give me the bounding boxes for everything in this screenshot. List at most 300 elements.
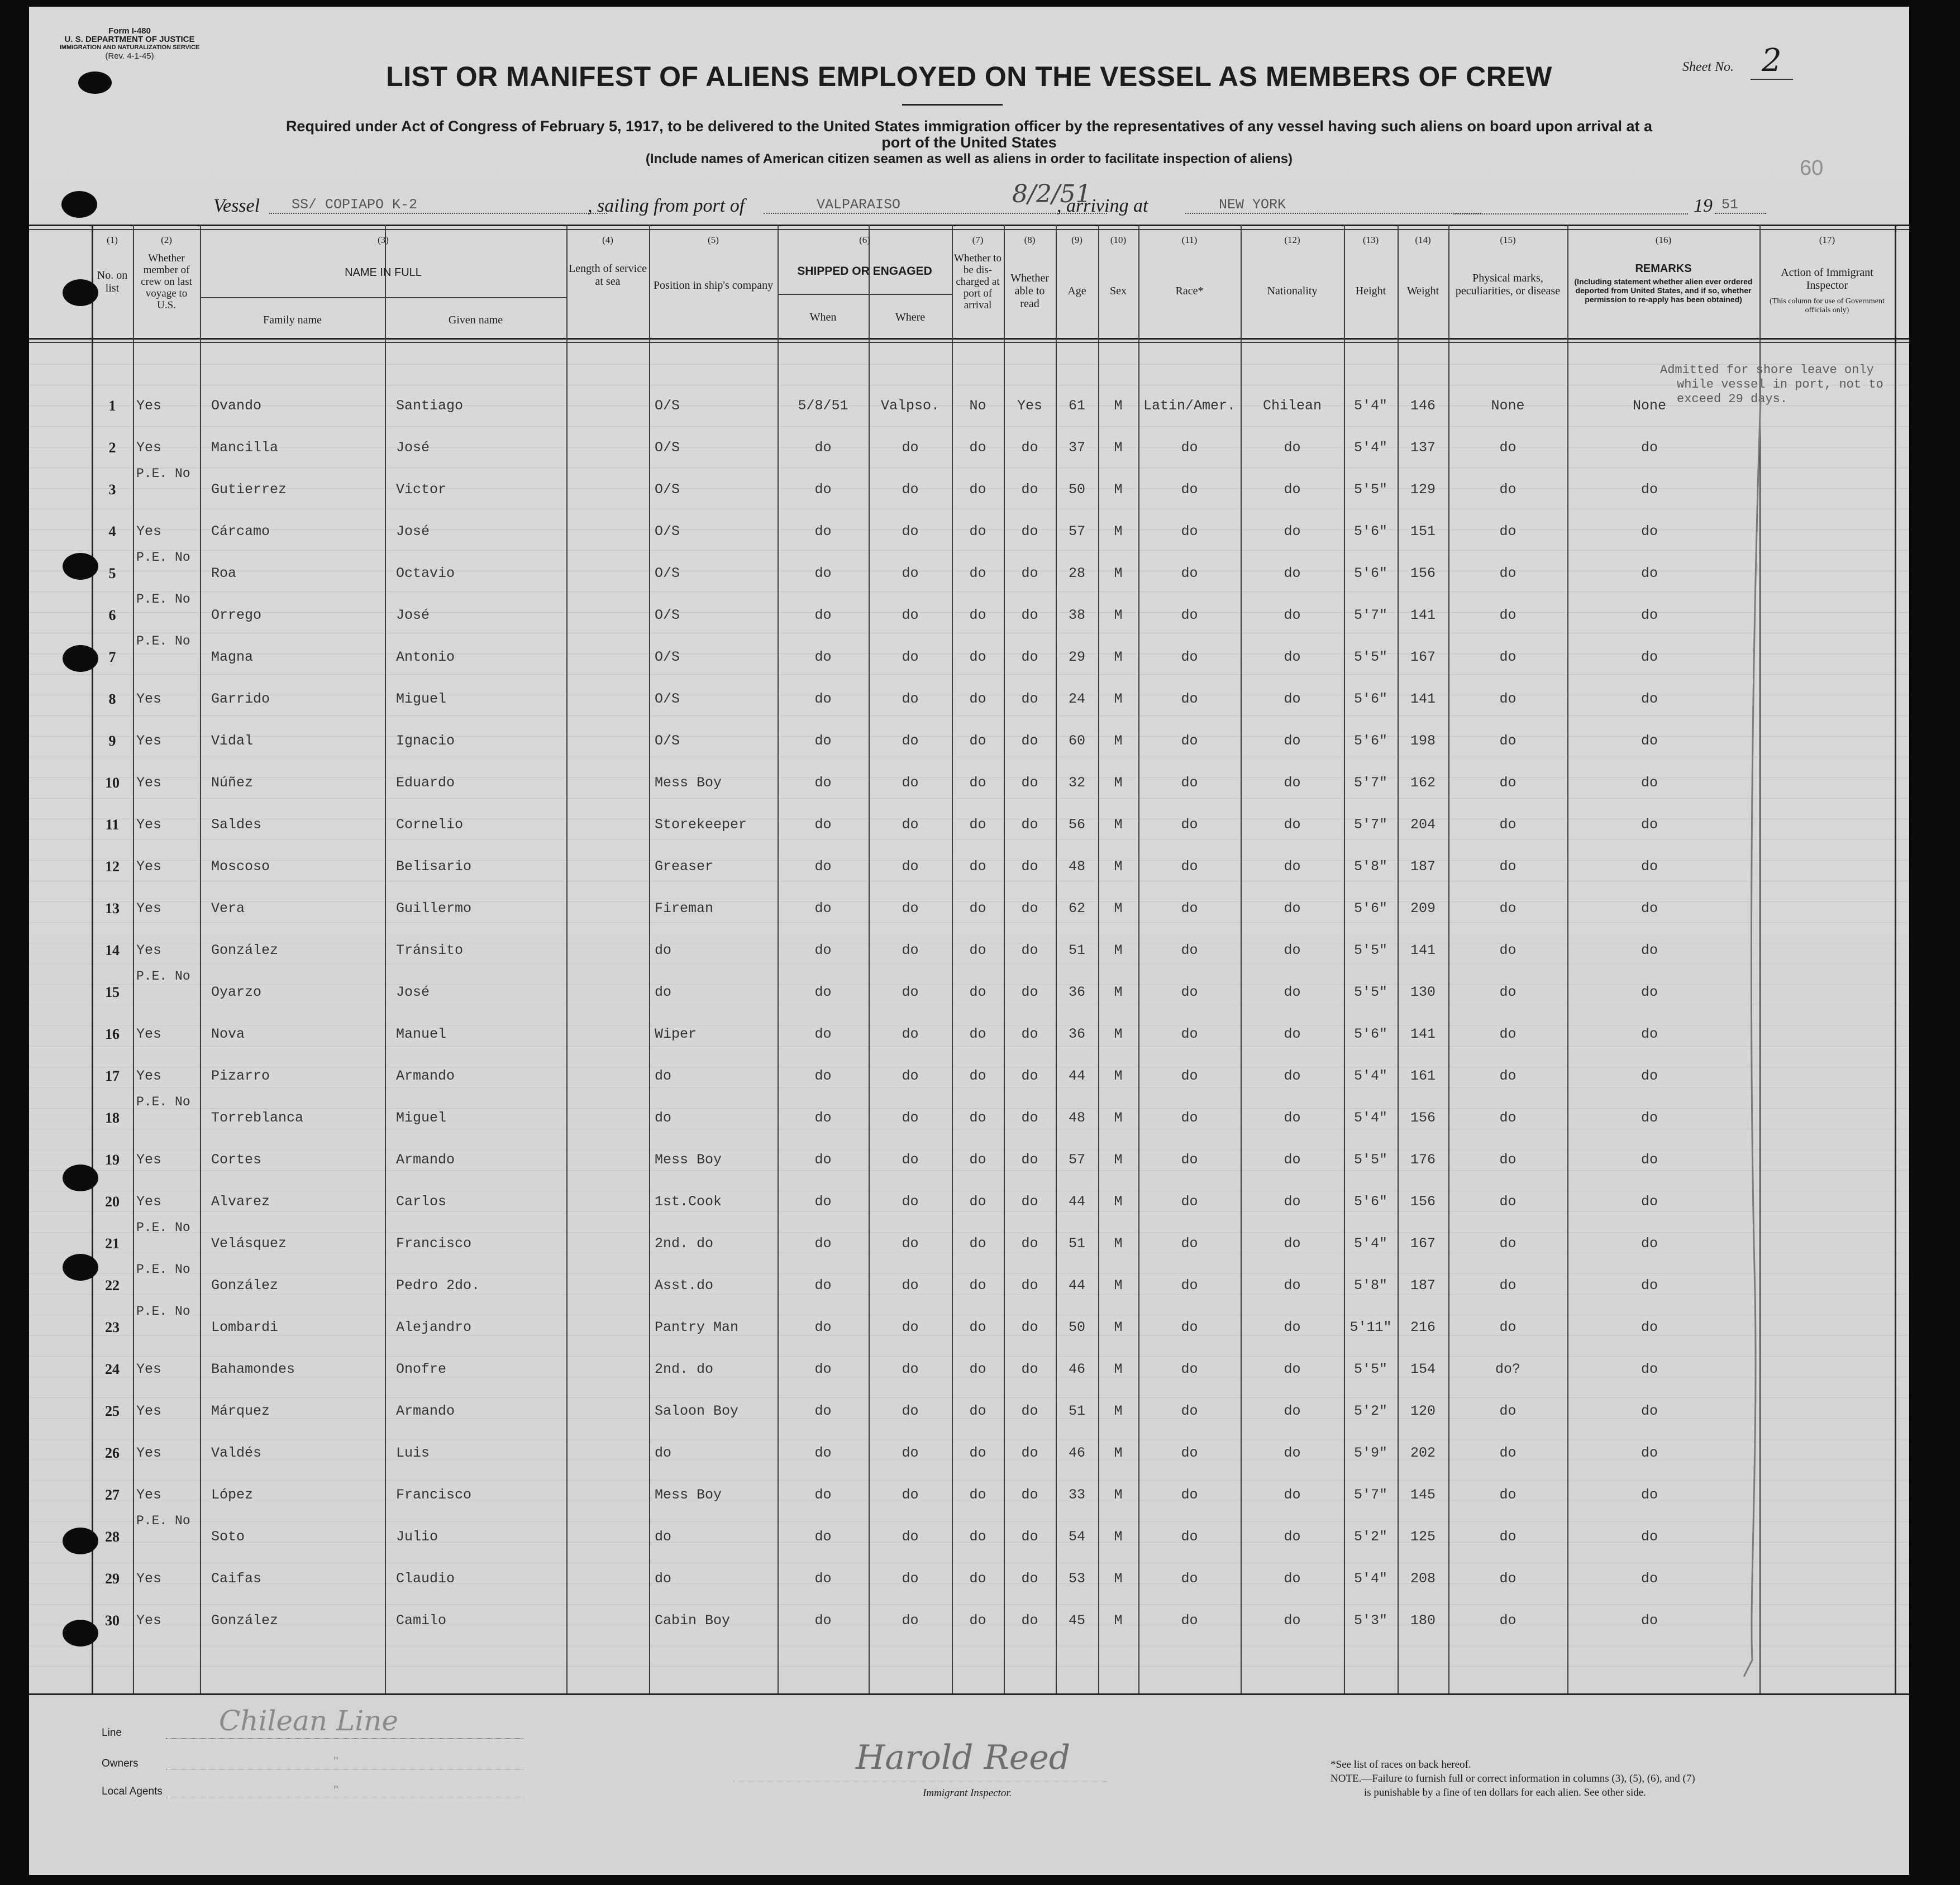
discharged: do: [969, 691, 986, 707]
manifest-sheet: [29, 7, 1909, 1875]
nationality: do: [1284, 607, 1301, 623]
given-name: Julio: [396, 1529, 438, 1545]
prev-voyage: P.E. No: [136, 1095, 190, 1109]
family-name: Vidal: [211, 733, 254, 749]
shipped-when: do: [814, 1110, 832, 1126]
column-number: (10): [1110, 235, 1127, 245]
shipped-where: do: [902, 649, 919, 665]
column-header: Sex: [1110, 285, 1127, 297]
weight: 146: [1410, 398, 1436, 414]
weight: 167: [1410, 1235, 1436, 1252]
ruled-line: [29, 715, 1909, 716]
position: do: [655, 1571, 672, 1587]
column-rule: [649, 225, 650, 1693]
sex: M: [1114, 1529, 1123, 1545]
line-label: Line: [102, 1727, 122, 1739]
margin-number: 60: [1800, 156, 1824, 180]
sheet-label: Sheet No.: [1682, 60, 1734, 74]
age: 45: [1068, 1612, 1085, 1629]
weight: 156: [1410, 565, 1436, 581]
physical-marks: do: [1499, 1277, 1517, 1294]
able-to-read: do: [1021, 900, 1038, 917]
physical-marks: do: [1499, 858, 1517, 875]
age: 46: [1068, 1445, 1085, 1461]
physical-marks: do: [1499, 1403, 1517, 1419]
weight: 167: [1410, 649, 1436, 665]
nationality: do: [1284, 1361, 1301, 1377]
position: Wiper: [655, 1026, 697, 1042]
given-name: Camilo: [396, 1612, 447, 1629]
column-number: (16): [1655, 235, 1672, 245]
physical-marks: do: [1499, 1194, 1517, 1210]
form-id-block: [46, 27, 213, 60]
sex: M: [1114, 440, 1123, 456]
height: 5'2": [1353, 1529, 1387, 1545]
arriving-port: NEW YORK: [1185, 197, 1481, 214]
given-name: Armando: [396, 1068, 455, 1084]
subtitle-line-1: Required under Act of Congress of February 5, 1917, to be delivered to the United States immigration officer by the representatives of any vessel having such aliens on board upon arrival at a: [285, 118, 1653, 135]
remarks: do: [1641, 607, 1658, 623]
given-name: Armando: [396, 1403, 455, 1419]
discharged: do: [969, 1277, 986, 1294]
form-number: Form I-480: [108, 26, 151, 36]
height: 5'8": [1353, 1277, 1387, 1294]
shipped-when: do: [814, 942, 832, 958]
punch-hole: [78, 71, 112, 94]
ruled-line: [29, 1273, 1909, 1274]
row-number: 24: [105, 1361, 120, 1377]
row-number: 8: [108, 691, 116, 707]
row-number: 21: [105, 1235, 120, 1252]
shipped-when: do: [814, 1319, 832, 1335]
sex: M: [1114, 1487, 1123, 1503]
prev-voyage: Yes: [136, 733, 162, 749]
prev-voyage: Yes: [136, 1026, 162, 1042]
sex: M: [1114, 1068, 1123, 1084]
column-rule: [566, 225, 568, 1693]
height: 5'6": [1353, 565, 1387, 581]
column-rule: [133, 225, 134, 1693]
able-to-read: do: [1021, 1026, 1038, 1042]
nationality: do: [1284, 1194, 1301, 1210]
family-name: Gutierrez: [211, 481, 287, 498]
age: 32: [1068, 775, 1085, 791]
shipped-where: do: [902, 1319, 919, 1335]
nationality: do: [1284, 733, 1301, 749]
physical-marks: do: [1499, 649, 1517, 665]
family-name: Bahamondes: [211, 1361, 295, 1377]
remarks: do: [1641, 691, 1658, 707]
prev-voyage: Yes: [136, 1361, 162, 1377]
physical-marks: do: [1499, 900, 1517, 917]
discharged: do: [969, 1068, 986, 1084]
age: 51: [1068, 942, 1085, 958]
year-value: 51: [1715, 197, 1766, 214]
form-service: IMMIGRATION AND NATURALIZATION SERVICE: [59, 44, 200, 51]
given-name: Onofre: [396, 1361, 447, 1377]
sex: M: [1114, 1319, 1123, 1335]
position: do: [655, 984, 672, 1000]
column-header: Where: [895, 311, 926, 323]
column-number: (9): [1071, 235, 1082, 245]
position: Fireman: [655, 900, 714, 917]
prev-voyage: Yes: [136, 1194, 162, 1210]
discharged: do: [969, 1612, 986, 1629]
prev-voyage: Yes: [136, 691, 162, 707]
physical-marks: do: [1499, 1319, 1517, 1335]
weight: 209: [1410, 900, 1436, 917]
remarks: do: [1641, 942, 1658, 958]
shipped-where: do: [902, 523, 919, 540]
handwritten-date: 8/2/51: [1012, 180, 1091, 208]
column-header: Action of Immigrant Inspector: [1781, 266, 1873, 292]
punch-hole: [63, 1165, 98, 1191]
race: do: [1181, 523, 1198, 540]
ruled-line: [29, 550, 1909, 551]
sex: M: [1114, 1403, 1123, 1419]
race: do: [1181, 1571, 1198, 1587]
shipped-when: do: [814, 984, 832, 1000]
family-name: Saldes: [211, 817, 262, 833]
sex: M: [1114, 523, 1123, 540]
position: O/S: [655, 649, 680, 665]
sex: M: [1114, 733, 1123, 749]
ruled-line: [29, 674, 1909, 675]
ruled-line: [29, 839, 1909, 840]
physical-marks: do?: [1495, 1361, 1520, 1377]
able-to-read: do: [1021, 1403, 1038, 1419]
row-number: 13: [105, 900, 120, 917]
column-header: Whether able to read: [1010, 272, 1049, 310]
race: do: [1181, 775, 1198, 791]
ruled-line: [29, 1604, 1909, 1605]
able-to-read: do: [1021, 1194, 1038, 1210]
remarks: do: [1641, 733, 1658, 749]
ruled-line: [29, 1046, 1909, 1047]
discharged: do: [969, 1319, 986, 1335]
prev-voyage: P.E. No: [136, 592, 190, 607]
given-name: Miguel: [396, 691, 447, 707]
age: 48: [1068, 858, 1085, 875]
race: do: [1181, 817, 1198, 833]
row-number: 17: [105, 1068, 120, 1084]
remarks: do: [1641, 1612, 1658, 1629]
remarks: do: [1641, 775, 1658, 791]
physical-marks: do: [1499, 984, 1517, 1000]
family-name: Magna: [211, 649, 254, 665]
height: 5'6": [1353, 691, 1387, 707]
column-number: (4): [602, 235, 613, 245]
title-underline: [902, 104, 1003, 106]
prev-voyage: Yes: [136, 942, 162, 958]
position: O/S: [655, 481, 680, 498]
prev-voyage: P.E. No: [136, 466, 190, 481]
height: 5'4": [1353, 440, 1387, 456]
column-header: Weight: [1406, 285, 1439, 297]
remarks: do: [1641, 984, 1658, 1000]
able-to-read: do: [1021, 1068, 1038, 1084]
physical-marks: None: [1491, 398, 1525, 414]
nationality: do: [1284, 942, 1301, 958]
header-bottom-rule-2: [29, 342, 1909, 343]
remarks: do: [1641, 481, 1658, 498]
physical-marks: do: [1499, 942, 1517, 958]
age: 28: [1068, 565, 1085, 581]
name-subheader-rule: [200, 297, 566, 298]
ruled-line: [29, 1397, 1909, 1398]
given-name: Eduardo: [396, 775, 455, 791]
sex: M: [1114, 1152, 1123, 1168]
race: do: [1181, 1194, 1198, 1210]
remarks: do: [1641, 1194, 1658, 1210]
row-number: 15: [105, 984, 120, 1000]
column-header: Length of service at sea: [569, 263, 647, 288]
able-to-read: do: [1021, 1152, 1038, 1168]
sheet-number: 2: [1751, 42, 1793, 80]
arrival-date-field: [1453, 197, 1688, 214]
nationality: do: [1284, 440, 1301, 456]
ruled-line: [29, 1170, 1909, 1171]
height: 5'7": [1353, 817, 1387, 833]
discharged: do: [969, 440, 986, 456]
shipped-when: do: [814, 775, 832, 791]
physical-marks: do: [1499, 1110, 1517, 1126]
given-name: Luis: [396, 1445, 430, 1461]
given-name: Armando: [396, 1152, 455, 1168]
physical-marks: do: [1499, 817, 1517, 833]
able-to-read: do: [1021, 565, 1038, 581]
physical-marks: do: [1499, 1529, 1517, 1545]
table-top-rule: [29, 225, 1909, 226]
prev-voyage: Yes: [136, 1487, 162, 1503]
race: do: [1181, 1152, 1198, 1168]
prev-voyage: Yes: [136, 1403, 162, 1419]
shipped-when: 5/8/51: [798, 398, 848, 414]
column-header: (Including statement whether alien ever ordered deported from United States, and if so, whether permission to re-apply has been obtained): [1574, 277, 1753, 304]
able-to-read: do: [1021, 984, 1038, 1000]
family-name: González: [211, 942, 279, 958]
nationality: do: [1284, 900, 1301, 917]
weight: 176: [1410, 1152, 1436, 1168]
shipped-where: do: [902, 691, 919, 707]
shipped-when: do: [814, 1487, 832, 1503]
sex: M: [1114, 607, 1123, 623]
physical-marks: do: [1499, 1068, 1517, 1084]
weight: 187: [1410, 858, 1436, 875]
nationality: do: [1284, 565, 1301, 581]
position: O/S: [655, 523, 680, 540]
column-rule: [200, 225, 201, 1693]
given-name: Pedro 2do.: [396, 1277, 480, 1294]
able-to-read: do: [1021, 523, 1038, 540]
nationality: do: [1284, 1319, 1301, 1335]
shipped-when: do: [814, 817, 832, 833]
sex: M: [1114, 984, 1123, 1000]
height: 5'7": [1353, 1487, 1387, 1503]
nationality: do: [1284, 523, 1301, 540]
weight: 141: [1410, 1026, 1436, 1042]
family-name: Mancilla: [211, 440, 279, 456]
column-header: Given name: [448, 314, 503, 326]
ruled-line: [29, 1149, 1909, 1150]
able-to-read: do: [1021, 440, 1038, 456]
race: do: [1181, 984, 1198, 1000]
prev-voyage: Yes: [136, 817, 162, 833]
able-to-read: Yes: [1017, 398, 1042, 414]
family-name: Valdés: [211, 1445, 262, 1461]
remarks: None: [1632, 398, 1666, 414]
remarks: do: [1641, 1487, 1658, 1503]
remarks: do: [1641, 1571, 1658, 1587]
race: do: [1181, 1487, 1198, 1503]
ruled-line: [29, 1232, 1909, 1233]
shipped-when: do: [814, 1529, 832, 1545]
height: 5'5": [1353, 1361, 1387, 1377]
family-name: Oyarzo: [211, 984, 262, 1000]
shipped-when: do: [814, 1403, 832, 1419]
nationality: Chilean: [1262, 398, 1322, 414]
race: do: [1181, 607, 1198, 623]
pencil-bracket-line: [1727, 398, 1772, 1682]
weight: 145: [1410, 1487, 1436, 1503]
page-title: LIST OR MANIFEST OF ALIENS EMPLOYED ON THE VESSEL AS MEMBERS OF CREW: [386, 61, 1552, 92]
discharged: do: [969, 1529, 986, 1545]
owners-label: Owners: [102, 1758, 139, 1769]
age: 44: [1068, 1277, 1085, 1294]
shipped-when: do: [814, 649, 832, 665]
discharged: do: [969, 775, 986, 791]
column-number: (15): [1500, 235, 1516, 245]
race: do: [1181, 733, 1198, 749]
subtitle-line-3: (Include names of American citizen seamen as well as aliens in order to facilitate inspection of aliens): [645, 151, 1293, 166]
family-name: Vera: [211, 900, 245, 917]
column-header: (This column for use of Government officials only): [1770, 297, 1885, 314]
prev-voyage: P.E. No: [136, 634, 190, 648]
sex: M: [1114, 1361, 1123, 1377]
family-name: Ovando: [211, 398, 262, 414]
ruled-line: [29, 1294, 1909, 1295]
column-number: (8): [1024, 235, 1036, 245]
ruled-line: [29, 1356, 1909, 1357]
remarks: do: [1641, 1445, 1658, 1461]
prev-voyage: P.E. No: [136, 1514, 190, 1528]
remarks: do: [1641, 1529, 1658, 1545]
local-agents-label: Local Agents: [102, 1786, 163, 1797]
column-rule: [385, 225, 386, 1693]
able-to-read: do: [1021, 691, 1038, 707]
race: do: [1181, 1612, 1198, 1629]
family-name: Torreblanca: [211, 1110, 304, 1126]
weight: 187: [1410, 1277, 1436, 1294]
discharged: do: [969, 1445, 986, 1461]
form-dept: U. S. DEPARTMENT OF JUSTICE: [64, 35, 195, 44]
able-to-read: do: [1021, 1445, 1038, 1461]
position: Mess Boy: [655, 1487, 722, 1503]
ruled-line: [29, 1335, 1909, 1336]
able-to-read: do: [1021, 1361, 1038, 1377]
family-name: López: [211, 1487, 254, 1503]
race: do: [1181, 1361, 1198, 1377]
height: 5'3": [1353, 1612, 1387, 1629]
ruled-line: [29, 922, 1909, 923]
ruled-line: [29, 1521, 1909, 1522]
ruled-line: [29, 1087, 1909, 1088]
remarks: do: [1641, 1361, 1658, 1377]
vessel-label: Vessel: [213, 195, 260, 216]
prev-voyage: Yes: [136, 1571, 162, 1587]
age: 53: [1068, 1571, 1085, 1587]
age: 38: [1068, 607, 1085, 623]
sex: M: [1114, 858, 1123, 875]
weight: 137: [1410, 440, 1436, 456]
height: 5'4": [1353, 398, 1387, 414]
weight: 141: [1410, 942, 1436, 958]
height: 5'5": [1353, 1152, 1387, 1168]
family-name: Pizarro: [211, 1068, 270, 1084]
able-to-read: do: [1021, 858, 1038, 875]
family-name: Cárcamo: [211, 523, 270, 540]
discharged: do: [969, 984, 986, 1000]
sex: M: [1114, 1445, 1123, 1461]
header-bottom-rule: [29, 338, 1909, 340]
shipped-when: do: [814, 1152, 832, 1168]
remarks: do: [1641, 1110, 1658, 1126]
shipped-when: do: [814, 565, 832, 581]
shipped-where: do: [902, 1194, 919, 1210]
race: do: [1181, 1403, 1198, 1419]
position: O/S: [655, 733, 680, 749]
height: 5'5": [1353, 942, 1387, 958]
row-number: 28: [105, 1529, 120, 1545]
row-number: 1: [108, 398, 116, 414]
given-name: Miguel: [396, 1110, 447, 1126]
race: do: [1181, 1319, 1198, 1335]
penalty-note-1: NOTE.—Failure to furnish full or correct information in columns (3), (5), (6), and (7): [1330, 1773, 1695, 1784]
family-name: Márquez: [211, 1403, 270, 1419]
shipped-where: do: [902, 817, 919, 833]
able-to-read: do: [1021, 1487, 1038, 1503]
remarks: do: [1641, 1026, 1658, 1042]
subtitle: [29, 118, 1909, 167]
column-header: Position in ship's company: [653, 279, 774, 292]
shipped-when: do: [814, 1277, 832, 1294]
shipped-where: do: [902, 900, 919, 917]
position: O/S: [655, 398, 680, 414]
height: 5'4": [1353, 1571, 1387, 1587]
punch-hole: [63, 1620, 98, 1647]
position: O/S: [655, 691, 680, 707]
weight: 208: [1410, 1571, 1436, 1587]
shipped-where: do: [902, 481, 919, 498]
race: do: [1181, 858, 1198, 875]
nationality: do: [1284, 1445, 1301, 1461]
punch-hole: [63, 645, 98, 672]
age: 57: [1068, 523, 1085, 540]
height: 5'7": [1353, 607, 1387, 623]
physical-marks: do: [1499, 1026, 1517, 1042]
ruled-line: [29, 591, 1909, 592]
position: Greaser: [655, 858, 714, 875]
weight: 180: [1410, 1612, 1436, 1629]
column-number: (12): [1284, 235, 1300, 245]
discharged: do: [969, 900, 986, 917]
table-top-rule-2: [29, 229, 1909, 230]
shipped-where: do: [902, 1612, 919, 1629]
remarks: do: [1641, 817, 1658, 833]
line-value-handwritten: Chilean Line: [219, 1705, 398, 1737]
weight: 151: [1410, 523, 1436, 540]
column-header: Physical marks, peculiarities, or disease: [1455, 272, 1561, 297]
